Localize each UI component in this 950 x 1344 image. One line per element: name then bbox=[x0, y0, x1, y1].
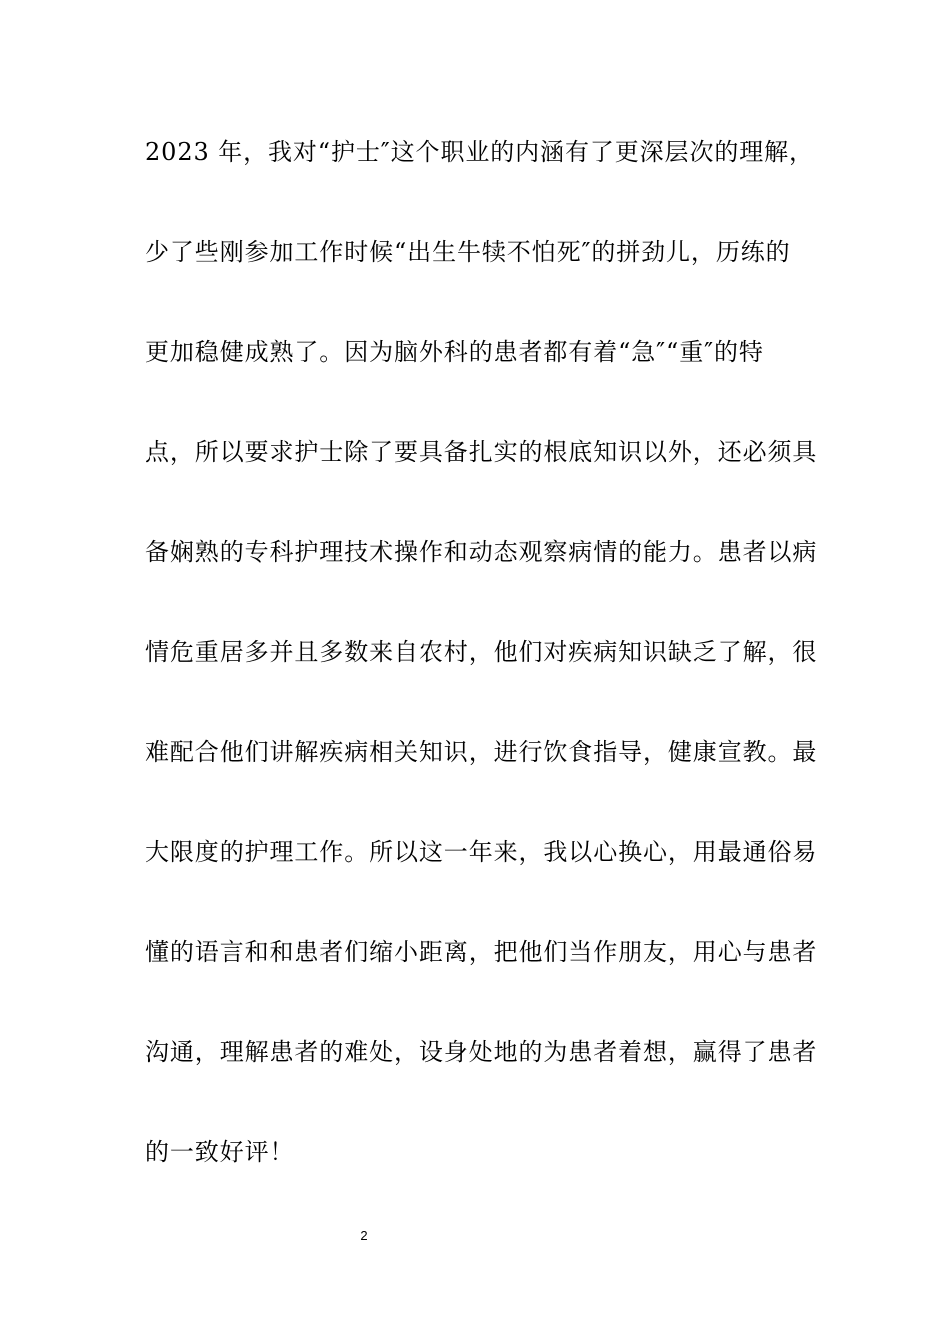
paragraph-line: 难配合他们讲解疾病相关知识，进行饮食指导，健康宣教。最 bbox=[145, 738, 818, 766]
page-number: 2 bbox=[360, 1228, 368, 1243]
paragraph-line: 情危重居多并且多数来自农村，他们对疾病知识缺乏了解，很 bbox=[145, 638, 818, 666]
paragraph-line: 更加稳健成熟了。因为脑外科的患者都有着“急″“重″的特 bbox=[145, 338, 764, 366]
paragraph-line: 懂的语言和和患者们缩小距离，把他们当作朋友，用心与患者 bbox=[145, 938, 818, 966]
paragraph-line: 沟通，理解患者的难处，设身处地的为患者着想，赢得了患者 bbox=[145, 1038, 818, 1066]
body-paragraph bbox=[145, 132, 818, 1232]
paragraph-line: 大限度的护理工作。所以这一年来，我以心换心，用最通俗易 bbox=[145, 838, 818, 866]
paragraph-line: 的一致好评！ bbox=[145, 1138, 295, 1166]
paragraph-line: 少了些刚参加工作时候“出生牛犊不怕死″的拼劲儿，历练的 bbox=[145, 238, 791, 266]
paragraph-line: 点，所以要求护士除了要具备扎实的根底知识以外，还必须具 bbox=[145, 438, 818, 466]
paragraph-line: 2023 年，我对“护士″这个职业的内涵有了更深层次的理解， bbox=[145, 138, 814, 166]
paragraph-line: 备娴熟的专科护理技术操作和动态观察病情的能力。患者以病 bbox=[145, 538, 818, 566]
